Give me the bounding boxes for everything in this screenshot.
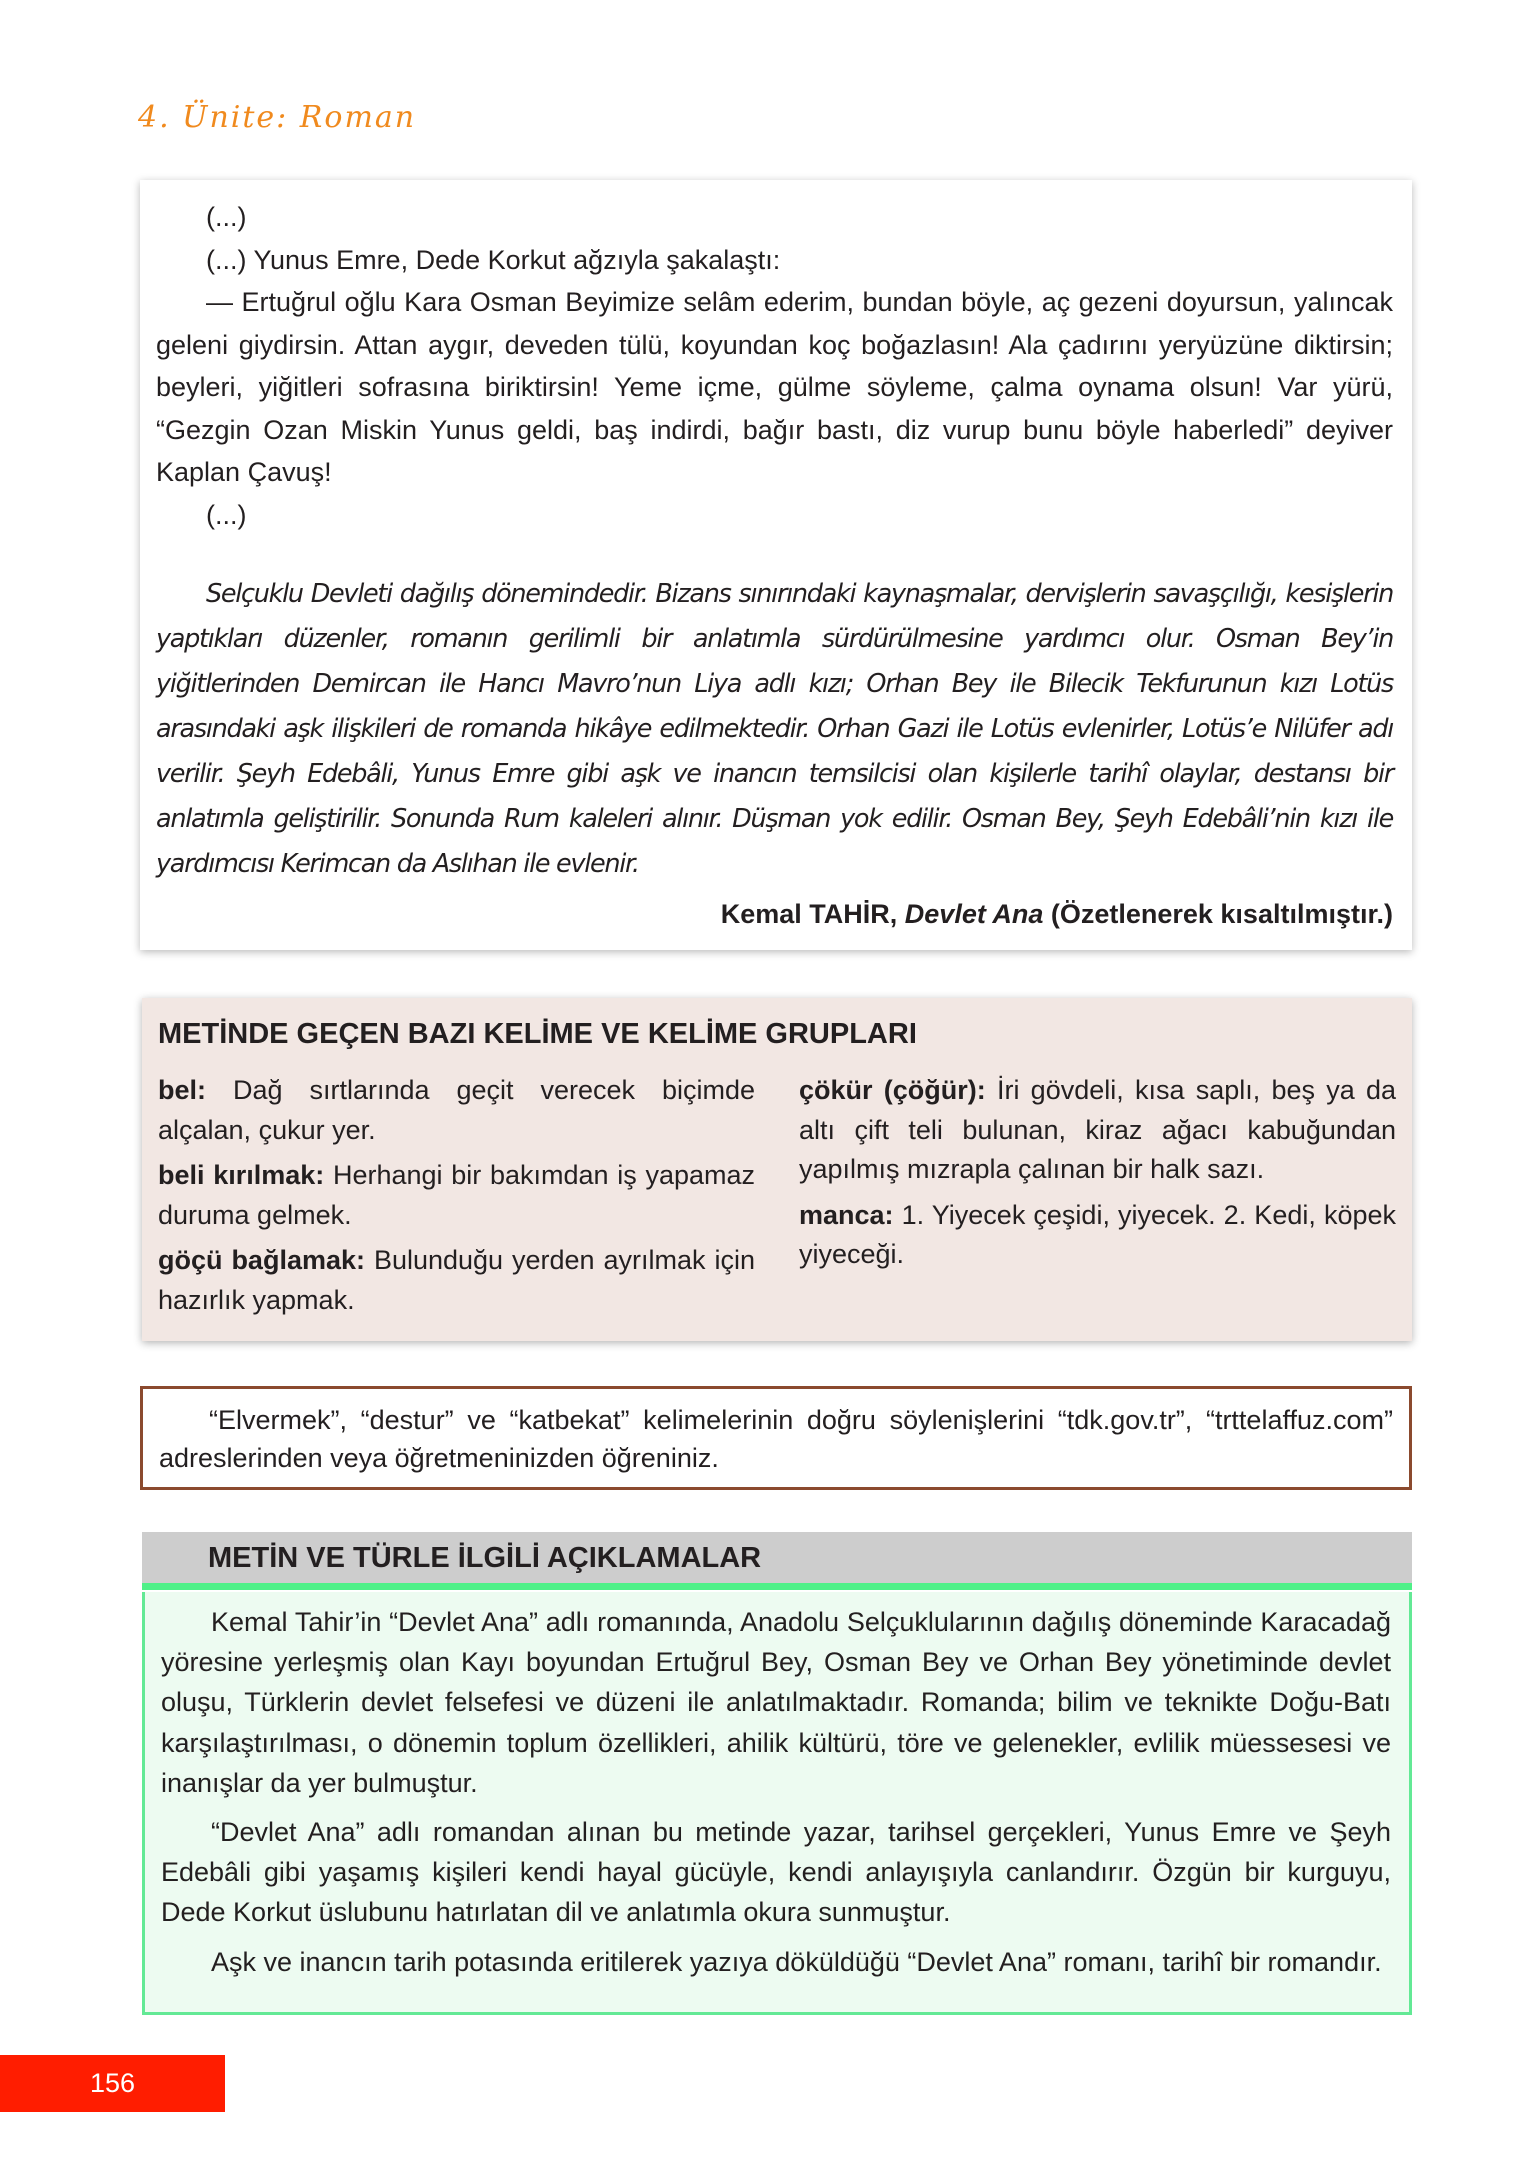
vocab-definition: Bulunduğu yerden ayrılmak için hazırlık yapmak.: [158, 1245, 755, 1315]
vocab-term: bel:: [158, 1075, 207, 1105]
vocab-entry: [799, 1071, 1396, 1190]
excerpt-speech: — Ertuğrul oğlu Kara Osman Beyimize selâm ederim, bundan böyle, aç gezeni doyursun, yalıncak geleni giydirsin. Attan aygır, deveden tülü, koyundan koç boğazlasın! Ala çadırını yeryüzüne diktirsin; beyleri, yiğitleri sofrasına biriktirsin! Yeme içme, gülme söyleme, çalma oynama olsun! Var yürü, “Gezgin Ozan Miskin Yunus geldi, baş indirdi, bağır bastı, diz vurup bunu böyle haberledi” deyiver Kaplan Çavuş!: [156, 287, 1393, 487]
vocab-term: çökür (çöğür):: [799, 1075, 986, 1105]
vocabulary-title: METİNDE GEÇEN BAZI KELİME VE KELİME GRUPLARI: [158, 1018, 917, 1050]
novel-summary: Selçuklu Devleti dağılış dönemindedir. Bizans sınırındaki kaynaşmalar, dervişlerin savaşçılığı, kesişlerin yaptıkları düzenler, romanın gerilimli bir anlatımla sürdürülmesine yardımcı olur. Osman Bey’in yiğitlerinden Demircan ile Hancı Mavro’nun Liya adlı kızı; Orhan Bey ile Bilecik Tekfurunun kızı Lotüs arasındaki aşk ilişkileri de romanda hikâye edilmektedir. Orhan Gazi ile Lotüs evlenirler, Lotüs’e Nilüfer adı verilir. Şeyh Edebâli, Yunus Emre gibi aşk ve inancın temsilcisi olan kişilerle tarihî olaylar, destansı bir anlatımla geliştirilir. Sonunda Rum kaleleri alınır. Düşman yok edilir. Osman Bey, Şeyh Edebâli’nin kızı ile yardımcısı Kerimcan da Aslıhan ile evlenir.: [156, 579, 1393, 879]
vocab-entry: [158, 1156, 755, 1235]
source-citation: [156, 893, 1393, 936]
excerpt-intro-line: (...) Yunus Emre, Dede Korkut ağzıyla şakalaştı:: [206, 244, 781, 275]
excerpt-ellipsis-top: (...): [206, 202, 247, 232]
vocab-definition: Dağ sırtlarında geçit verecek biçimde alçalan, çukur yer.: [158, 1075, 755, 1145]
explanation-paragraph: Aşk ve inancın tarih potasında eritilerek yazıya döküldüğü “Devlet Ana” romanı, tarihî bir romandır.: [211, 1946, 1382, 1977]
explanation-paragraph: Kemal Tahir’in “Devlet Ana” adlı romanında, Anadolu Selçuklularının dağılış döneminde Karacadağ yöresine yerleşmiş olan Kayı boyundan Ertuğrul Bey, Osman Bey ve Orhan Bey yönetiminde devlet oluşu, Türklerin devlet felsefesi ve düzeni ile anlatılmaktadır. Romanda; bilim ve teknikte Doğu-Batı karşılaştırılması, o dönemin toplum özellikleri, ahilik kültürü, töre ve gelenekler, evlilik müessesesi ve inanışlar da yer bulmuştur.: [161, 1607, 1391, 1798]
vocab-entry: [158, 1241, 755, 1320]
vocabulary-left-column: [158, 1071, 755, 1326]
explanations-title: METİN VE TÜRLE İLGİLİ AÇIKLAMALAR: [208, 1542, 762, 1574]
explanations-body: [142, 1592, 1412, 2015]
vocab-definition: İri gövdeli, kısa saplı, beş ya da altı çift teli bulunan, kiraz ağacı kabuğundan yapılmış mızrapla çalınan bir halk sazı.: [799, 1075, 1396, 1184]
source-note: (Özetlenerek kısaltılmıştır.): [1043, 899, 1393, 929]
page-number: 156: [0, 2055, 225, 2112]
vocabulary-box: [142, 998, 1412, 1341]
pronunciation-tip-box: [140, 1386, 1412, 1490]
vocab-entry: [158, 1071, 755, 1150]
excerpt-box: [140, 180, 1412, 950]
source-title: Devlet Ana: [904, 899, 1044, 929]
vocab-term: göçü bağlamak:: [158, 1245, 365, 1275]
vocab-definition: 1. Yiyecek çeşidi, yiyecek. 2. Kedi, köpek yiyeceği.: [799, 1199, 1396, 1269]
vocab-term: manca:: [799, 1199, 894, 1230]
vocab-entry: [799, 1196, 1396, 1275]
unit-title: 4. Ünite: Roman: [138, 100, 417, 135]
excerpt-ellipsis-bottom: (...): [206, 499, 247, 530]
source-author: Kemal TAHİR,: [720, 899, 905, 929]
vocab-term: beli kırılmak:: [158, 1160, 325, 1190]
tip-text: “Elvermek”, “destur” ve “katbekat” kelimelerinin doğru söylenişlerini “tdk.gov.tr”, “trttelaffuz.com” adreslerinden veya öğretmeninizden öğreniniz.: [159, 1405, 1393, 1473]
vocab-definition: Herhangi bir bakımdan iş yapamaz duruma gelmek.: [158, 1160, 755, 1230]
vocabulary-right-column: [799, 1071, 1396, 1326]
explanations-header: [142, 1532, 1412, 1590]
vocabulary-columns: [158, 1071, 1396, 1326]
explanation-paragraph: “Devlet Ana” adlı romandan alınan bu metinde yazar, tarihsel gerçekleri, Yunus Emre ve Şeyh Edebâli gibi yaşamış kişileri kendi hayal gücüyle, kendi anlayışıyla canlandırır. Özgün bir kurguyu, Dede Korkut üslubunu hatırlatan dil ve anlatımla okura sunmuştur.: [161, 1817, 1391, 1928]
